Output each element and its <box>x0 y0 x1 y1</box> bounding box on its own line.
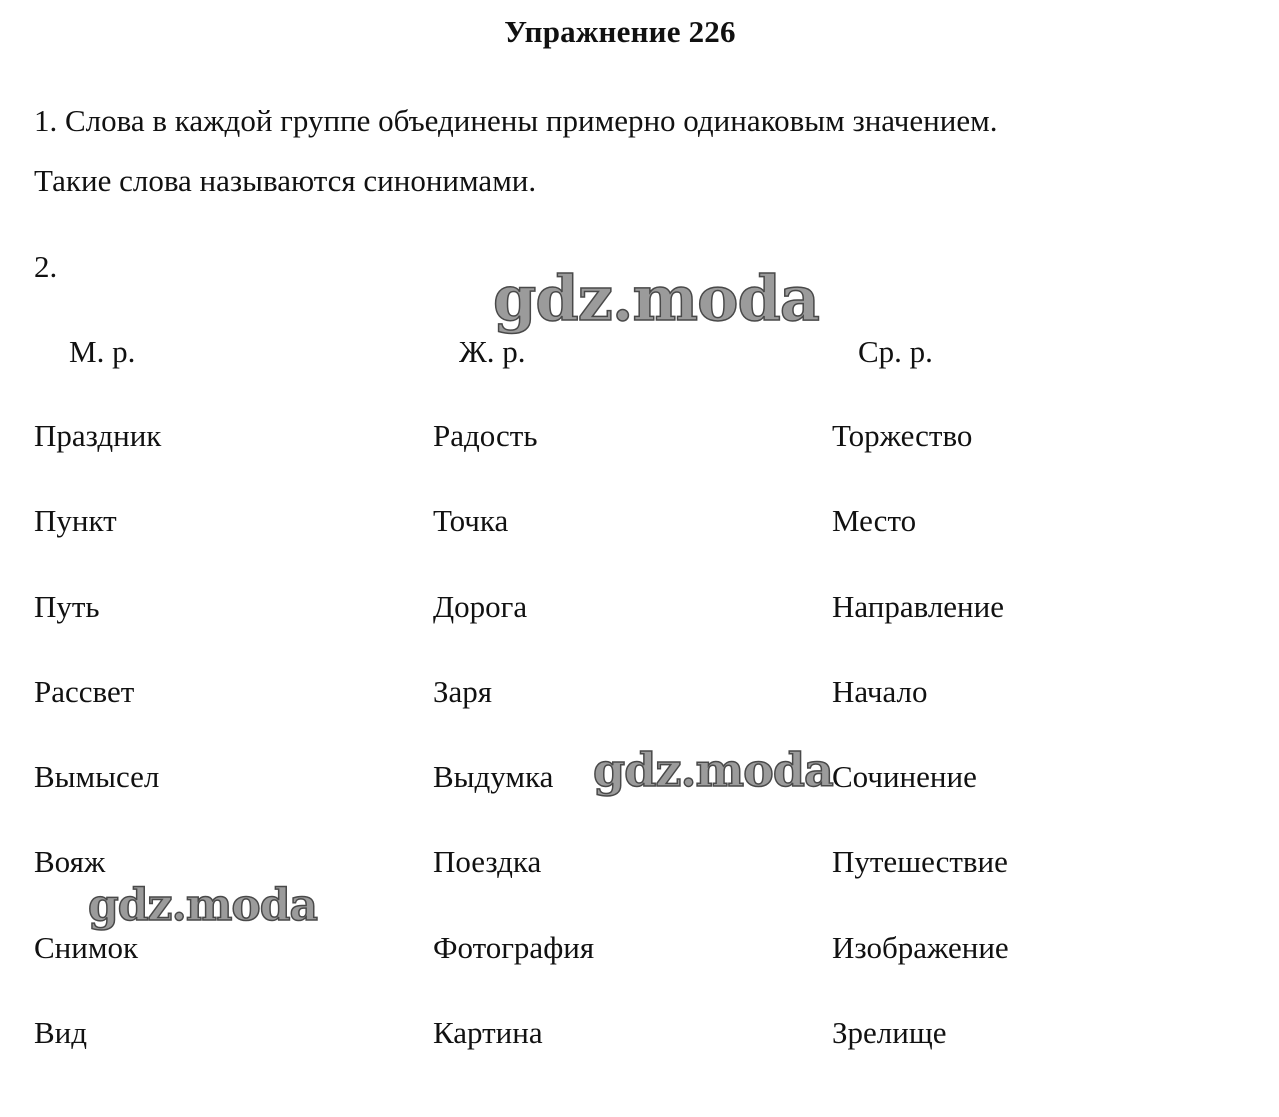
paragraph-1-line-2: Такие слова называются синонимами. <box>34 163 537 198</box>
column-header-feminine: Ж. р. <box>459 334 526 369</box>
paragraph-1-line-1: 1. Слова в каждой группе объединены примерно одинаковым значением. <box>34 103 998 138</box>
word-feminine: Выдумка <box>433 759 554 795</box>
word-feminine: Фотография <box>433 929 595 965</box>
word-masculine: Путь <box>34 588 100 624</box>
synonym-row <box>34 1015 1234 1100</box>
word-neuter: Путешествие <box>832 844 1008 880</box>
word-neuter: Начало <box>832 673 928 709</box>
word-masculine: Вояж <box>34 844 106 880</box>
word-feminine: Радость <box>433 418 538 453</box>
exercise-title: Упражнение 226 <box>504 14 736 49</box>
word-feminine: Поездка <box>433 844 542 880</box>
word-masculine: Пункт <box>34 503 117 539</box>
word-neuter: Зрелище <box>832 1015 947 1051</box>
synonym-row <box>34 589 1234 674</box>
word-masculine: Вымысел <box>34 759 160 795</box>
word-neuter: Изображение <box>832 929 1009 965</box>
synonym-row <box>34 503 1234 588</box>
word-feminine: Дорога <box>433 588 528 624</box>
column-header-masculine: М. р. <box>69 334 136 369</box>
word-feminine: Заря <box>433 673 493 709</box>
section-2-number: 2. <box>34 249 58 284</box>
word-feminine: Картина <box>433 1015 543 1051</box>
word-masculine: Рассвет <box>34 673 135 709</box>
word-masculine: Снимок <box>34 929 139 965</box>
synonym-row <box>34 930 1234 1015</box>
word-neuter: Направление <box>832 588 1004 624</box>
synonym-row <box>34 418 1234 503</box>
word-neuter: Место <box>832 503 917 539</box>
word-masculine: Праздник <box>34 418 162 453</box>
watermark-middle: gdz.moda <box>593 743 833 797</box>
word-neuter: Сочинение <box>832 759 977 795</box>
word-neuter: Торжество <box>832 418 973 453</box>
word-feminine: Точка <box>433 503 509 539</box>
column-header-neuter: Ср. р. <box>858 334 933 369</box>
word-masculine: Вид <box>34 1015 88 1051</box>
watermark-top: gdz.moda <box>493 262 819 335</box>
watermark-bottom: gdz.moda <box>88 880 318 931</box>
